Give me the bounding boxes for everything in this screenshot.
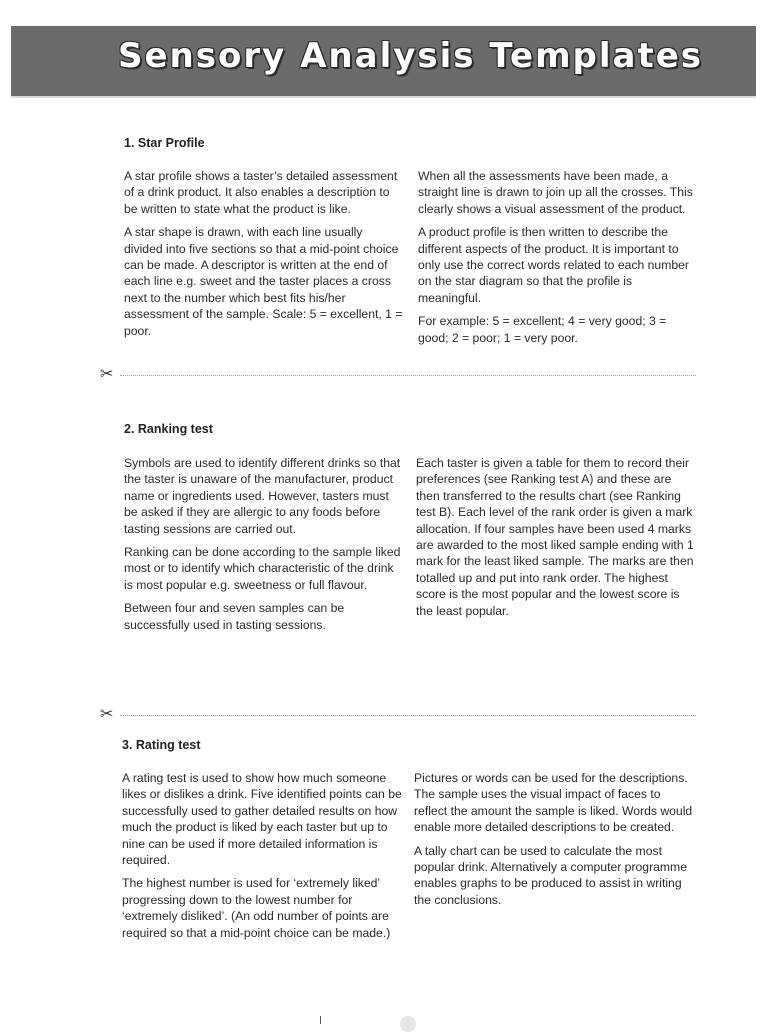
left-column [122, 770, 402, 948]
page-tick-mark [320, 1016, 321, 1024]
dotted-divider [120, 375, 696, 376]
right-column [414, 770, 694, 915]
paragraph: A tally chart can be used to calculate the most popular drink. Alternatively a computer programme enables graphs to be produced to assist in writing the conclusions. [414, 843, 687, 907]
right-column [418, 168, 698, 353]
title-banner [11, 26, 756, 96]
scissors-icon: ✂ [100, 704, 114, 723]
paragraph: The highest number is used for ‘extremely liked’ progressing down to the lowest number for ‘extremely disliked’. (An odd number of points are required so that a mid-point choice can be made.) [122, 876, 391, 940]
page-title: Sensory Analysis Templates [118, 36, 704, 76]
left-column [124, 455, 404, 640]
left-column [124, 168, 404, 346]
paragraph: A star profile shows a taster’s detailed assessment of a drink product. It also enables a description to be written to state what the product is like. [124, 169, 398, 216]
scissors-icon: ✂ [100, 364, 114, 383]
paragraph: For example: 5 = excellent; 4 = very good; 3 = good; 2 = poor; 1 = very poor. [418, 314, 667, 345]
paragraph: Ranking can be done according to the sample liked most or to identify which characteristic of the drink is most popular e.g. sweetness or full flavour. [124, 545, 401, 592]
paragraph: Pictures or words can be used for the descriptions. The sample uses the visual impact of faces to reflect the amount the sample is liked. Words would enable more detailed descriptions to be created. [414, 771, 693, 835]
right-column [416, 455, 696, 626]
paragraph: A rating test is used to show how much someone likes or dislikes a drink. Five identified points can be successfully used to gather detailed results on how much the product is liked by each taster but up to nine can be used if more detailed information is required. [122, 771, 402, 868]
section-heading: 3. Rating test [122, 738, 201, 752]
paragraph: When all the assessments have been made, a straight line is drawn to join up all the crosses. This clearly shows a visual assessment of the product. [418, 169, 693, 216]
paragraph: Each taster is given a table for them to record their preferences (see Ranking test A) and these are then transferred to the results chart (see Ranking test B). Each level of the rank order is given a mark allocation. If four samples have been used 4 marks are awarded to the most liked sample ending with 1 mark for the least liked sample. The marks are then totalled up and put into rank order. The highest score is the most popular and the lowest score is the least popular. [416, 456, 694, 618]
dotted-divider [120, 715, 696, 716]
paragraph: Symbols are used to identify different drinks so that the taster is unaware of the manufacturer, product name or ingredients used. However, tasters must be asked if they are allergic to any foods before tasting sessions are carried out. [124, 456, 401, 536]
cut-line [100, 704, 696, 723]
cut-line [100, 364, 696, 383]
paragraph: Between four and seven samples can be successfully used in tasting sessions. [124, 601, 345, 632]
paragraph: A star shape is drawn, with each line usually divided into five sections so that a mid-point choice can be made. A descriptor is written at the end of each line e.g. sweet and the taster places a cross next to the number which best fits his/her assessment of the sample. Scale: 5 = excellent, 1 = poor. [124, 225, 403, 338]
section-heading: 2. Ranking test [124, 422, 213, 436]
section-heading: 1. Star Profile [124, 136, 205, 150]
paragraph: A product profile is then written to describe the different aspects of the product. It is important to only use the correct words related to each number on the star diagram so that the profile is meaningful. [418, 225, 689, 305]
page-circle-decoration [400, 1016, 416, 1032]
